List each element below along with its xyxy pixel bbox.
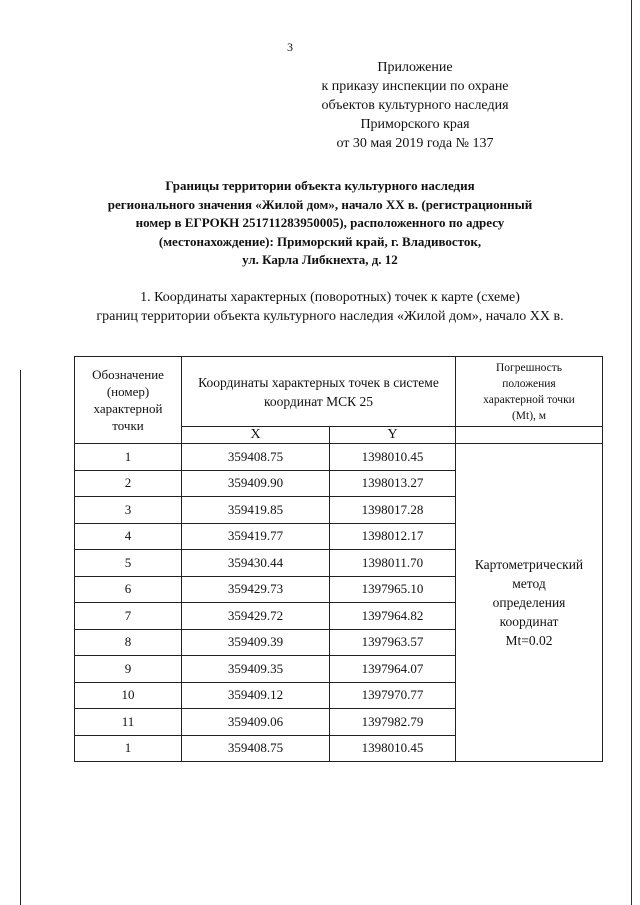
cell-x: 359409.06 (182, 709, 330, 736)
appendix-line: от 30 мая 2019 года № 137 (336, 136, 494, 151)
cell-x: 359409.90 (182, 470, 330, 497)
cell-point: 2 (75, 470, 182, 497)
cell-x: 359429.72 (182, 603, 330, 630)
error-line: Картометрический (474, 557, 584, 572)
cell-y: 1398013.27 (330, 470, 456, 497)
appendix-line: к приказу инспекции по охране (321, 79, 509, 94)
header-point-designation (75, 357, 182, 444)
header-line: (Mt), м (511, 409, 547, 422)
cell-y: 1398010.45 (330, 735, 456, 762)
header-line: (номер) (106, 384, 150, 399)
cell-x: 359419.77 (182, 523, 330, 550)
cell-y: 1397965.10 (330, 576, 456, 603)
cell-x: 359409.35 (182, 656, 330, 683)
header-line: Погрешность (495, 361, 563, 374)
cell-point: 7 (75, 603, 182, 630)
header-error (456, 357, 603, 427)
header-line: координат МСК 25 (263, 393, 374, 409)
section-heading (40, 288, 620, 326)
header-y: Y (330, 427, 456, 444)
section-line: 1. Координаты характерных (поворотных) точек к карте (схеме) (140, 290, 520, 305)
error-line: метод (512, 576, 546, 591)
cell-x: 359408.75 (182, 444, 330, 471)
header-line: положения (502, 377, 556, 390)
error-line: определения (492, 595, 566, 610)
cell-x: 359408.75 (182, 735, 330, 762)
appendix-line: объектов культурного наследия (321, 98, 509, 113)
cell-point: 9 (75, 656, 182, 683)
cell-point: 6 (75, 576, 182, 603)
table-row (75, 444, 603, 471)
header-line: характерной точки (483, 393, 575, 406)
appendix-header (290, 58, 540, 153)
cell-y: 1398010.45 (330, 444, 456, 471)
cell-y: 1397963.57 (330, 629, 456, 656)
section-line: границ территории объекта культурного наследия «Жилой дом», начало XX в. (96, 309, 564, 324)
cell-x: 359409.39 (182, 629, 330, 656)
cell-x: 359419.85 (182, 497, 330, 524)
header-line: характерной (93, 401, 163, 416)
cell-x: 359430.44 (182, 550, 330, 577)
document-title (60, 177, 580, 270)
cell-error-method (456, 444, 603, 762)
cell-point: 3 (75, 497, 182, 524)
cell-x: 359429.73 (182, 576, 330, 603)
cell-y: 1398017.28 (330, 497, 456, 524)
error-line: Mt=0.02 (505, 633, 553, 648)
cell-point: 4 (75, 523, 182, 550)
title-line: номер в ЕГРОКН 251711283950005), расположенного по адресу (135, 215, 505, 230)
header-line: Обозначение (92, 367, 164, 382)
cell-y: 1398011.70 (330, 550, 456, 577)
header-line: точки (112, 418, 144, 433)
cell-point: 11 (75, 709, 182, 736)
cell-point: 5 (75, 550, 182, 577)
title-line: регионального значения «Жилой дом», начало XX в. (регистрационный (107, 196, 533, 212)
cell-x: 359409.12 (182, 682, 330, 709)
appendix-line: Приложение (377, 60, 453, 75)
error-line: координат (499, 614, 559, 629)
title-line: (местонахождение): Приморский край, г. Владивосток, (158, 233, 482, 249)
header-line: Координаты характерных точек в системе (198, 374, 439, 390)
cell-y: 1397964.07 (330, 656, 456, 683)
title-line: Границы территории объекта культурного наследия (165, 178, 475, 193)
appendix-line: Приморского края (360, 117, 470, 132)
cell-y: 1397964.82 (330, 603, 456, 630)
scan-edge-left (20, 370, 21, 905)
cell-point: 1 (75, 735, 182, 762)
coordinates-table (74, 356, 603, 762)
header-x: X (182, 427, 330, 444)
cell-point: 10 (75, 682, 182, 709)
cell-point: 1 (75, 444, 182, 471)
title-line: ул. Карла Либкнехта, д. 12 (242, 252, 398, 267)
page-number: 3 (287, 40, 293, 54)
cell-point: 8 (75, 629, 182, 656)
scan-edge-right (631, 0, 632, 905)
cell-y: 1397970.77 (330, 682, 456, 709)
header-coordinates (182, 357, 456, 427)
cell-y: 1398012.17 (330, 523, 456, 550)
cell-y: 1397982.79 (330, 709, 456, 736)
header-error-empty (456, 427, 603, 444)
